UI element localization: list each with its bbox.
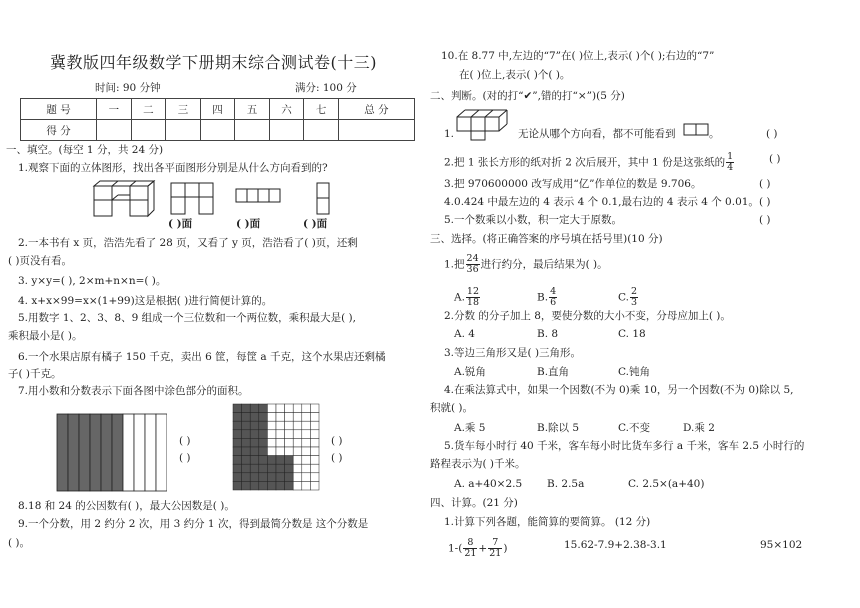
fraction-one-quarter	[726, 152, 734, 173]
choice-4-option-b[interactable]: B.除以 5	[537, 422, 580, 434]
strip-cell	[156, 414, 167, 491]
choice-1-option-a[interactable]	[454, 287, 481, 308]
grid-cell	[302, 464, 311, 473]
option-label: B.	[537, 291, 549, 304]
grid-cell	[285, 413, 294, 422]
expr-part: 1-(	[448, 542, 463, 555]
grid-cell	[233, 413, 242, 422]
grid-decimal-blank[interactable]: ( )	[331, 435, 343, 447]
fraction-24-36	[466, 254, 480, 275]
grid-cell	[259, 430, 268, 439]
grid-cell	[310, 447, 319, 456]
plane-figure-2	[235, 188, 281, 204]
grid-cell	[293, 456, 302, 465]
score-row-label: 得 分	[21, 120, 97, 141]
grid-cell	[267, 464, 276, 473]
grid-cell	[310, 438, 319, 447]
choice-5-option-a[interactable]: A. a+40×2.5	[454, 478, 523, 490]
judge-4-answer[interactable]: ( )	[759, 196, 771, 208]
grid-cell	[259, 413, 268, 422]
denominator: 3	[631, 297, 638, 308]
grid-cell	[310, 481, 319, 490]
view-blank-3[interactable]: ( )面	[303, 218, 328, 230]
grid-cell	[250, 413, 259, 422]
choice-4-option-c[interactable]: C.不变	[618, 422, 650, 434]
grid-cell	[302, 481, 311, 490]
choice-2-option-b[interactable]: B. 8	[537, 328, 559, 340]
grid-cell	[302, 413, 311, 422]
grid-cell	[276, 464, 285, 473]
plane-figure-1	[170, 182, 214, 216]
question-1-5a: 5.用数字 1、2、3、8、9 组成一个三位数和一个两位数，乘积最大是( ),	[18, 312, 356, 324]
grid-cell	[242, 421, 251, 430]
grid-cell	[276, 430, 285, 439]
numerator: 7	[488, 538, 502, 549]
grid-cell	[293, 413, 302, 422]
score-input-cell[interactable]	[235, 120, 270, 141]
question-1-6b: 子( )千克。	[8, 368, 62, 380]
score-cell: 六	[269, 99, 304, 120]
grid-cell	[250, 404, 259, 413]
grid-cell	[242, 438, 251, 447]
judge-1-number: 1.	[444, 128, 455, 140]
grid-cell	[242, 404, 251, 413]
question-1-10a: 10.在 8.77 中,左边的“7”在( )位上,表示( )个( );右边的“7”	[441, 50, 715, 62]
grid-cell	[250, 481, 259, 490]
grid-cell	[302, 447, 311, 456]
strip-cell	[68, 414, 79, 491]
question-1-3: 3. y×y=( ), 2×m+n×n=( )。	[18, 275, 167, 287]
score-input-cell[interactable]	[338, 120, 414, 141]
judge-2-statement: 2.把 1 张长方形的纸对折 2 次后展开，其中 1 份是这张纸的	[444, 156, 726, 169]
expr-part: )	[503, 542, 508, 555]
strip-decimal-blank[interactable]: ( )	[179, 435, 191, 447]
page-title: 冀教版四年级数学下册期末综合测试卷(十三)	[50, 53, 377, 72]
grid-cell	[285, 473, 294, 482]
numerator: 24	[466, 253, 479, 264]
grid-cell	[293, 464, 302, 473]
judge-5-text: 5.一个数乘以小数，积一定大于原数。	[444, 214, 623, 226]
question-1-10b: 在( )位上,表示( )个( )。	[459, 69, 571, 81]
grid-cell	[259, 473, 268, 482]
grid-cell	[310, 473, 319, 482]
score-cell: 三	[166, 99, 201, 120]
grid-cell	[242, 481, 251, 490]
grid-cell	[267, 438, 276, 447]
question-1-6a: 6.一个水果店原有橘子 150 千克，卖出 6 筐，每筐 a 千克，这个水果店还剩橘	[18, 351, 386, 363]
grid-cell	[250, 456, 259, 465]
option-fraction	[630, 287, 638, 308]
grid-cell	[285, 447, 294, 456]
denominator: 21	[489, 548, 502, 559]
grid-cell	[233, 481, 242, 490]
grid-cell	[302, 473, 311, 482]
fraction-7-21	[488, 538, 502, 559]
view-blank-1[interactable]: ( )面	[168, 218, 193, 230]
score-input-cell[interactable]	[131, 120, 166, 141]
grid-cell	[242, 430, 251, 439]
grid-cell	[310, 421, 319, 430]
choice-5-option-b[interactable]: B. 2.5a	[547, 478, 585, 490]
score-input-cell[interactable]	[97, 120, 132, 141]
grid-cell	[285, 456, 294, 465]
grid-cell	[242, 464, 251, 473]
choice-3-option-a[interactable]: A.锐角	[454, 366, 486, 378]
grid-cell	[259, 404, 268, 413]
denominator: 18	[466, 297, 480, 308]
calc-expr-2: 15.62-7.9+2.38-3.1	[564, 539, 667, 551]
shaded-grid-figure	[232, 403, 320, 491]
grid-cell	[250, 473, 259, 482]
grid-cell	[310, 430, 319, 439]
score-cell: 题 号	[21, 99, 97, 120]
grid-cell	[285, 430, 294, 439]
grid-cell	[233, 447, 242, 456]
grid-cell	[233, 438, 242, 447]
strip-cell	[101, 414, 112, 491]
shaded-strips-figure	[56, 413, 167, 492]
choice-4-text-b: 积就( )。	[430, 402, 474, 414]
grid-cell	[302, 456, 311, 465]
section-4-heading: 四、计算。(21 分)	[430, 497, 518, 509]
grid-cell	[276, 404, 285, 413]
grid-cell	[250, 430, 259, 439]
strip-cell	[123, 414, 134, 491]
numerator: 2	[631, 286, 638, 297]
grid-cell	[267, 404, 276, 413]
grid-cell	[250, 447, 259, 456]
calc-1-instruction: 1.计算下列各题，能简算的要简算。 (12 分)	[444, 516, 651, 528]
judge-3-answer[interactable]: ( )	[759, 178, 771, 190]
grid-cell	[267, 481, 276, 490]
question-1-5b: 乘积最小是( )。	[8, 330, 83, 342]
grid-cell	[267, 456, 276, 465]
grid-cell	[310, 456, 319, 465]
grid-cell	[285, 481, 294, 490]
score-table-header-row	[21, 99, 415, 120]
grid-cell	[259, 438, 268, 447]
option-fraction	[466, 287, 480, 308]
choice-2-option-c[interactable]: C. 18	[618, 328, 646, 340]
denominator: 36	[466, 264, 479, 275]
score-cell: 二	[131, 99, 166, 120]
section-3-heading: 三、选择。(将正确答案的序号填在括号里)(10 分)	[430, 233, 663, 245]
score-cell: 五	[235, 99, 270, 120]
grid-fraction-blank[interactable]: ( )	[331, 452, 343, 464]
section-2-heading: 二、判断。(对的打“✔”,错的打“×”)(5 分)	[430, 90, 625, 102]
grid-cell	[310, 413, 319, 422]
choice-4-option-d[interactable]: D.乘 2	[683, 422, 715, 434]
choice-5-option-c[interactable]: C. 2.5×(a+40)	[628, 478, 705, 490]
choice-5-text-a: 5.货车每小时行 40 千米，客车每小时比货车多行 a 千米，客车 2.5 小时行的	[444, 440, 805, 452]
strip-cell	[90, 414, 101, 491]
grid-cell	[302, 430, 311, 439]
grid-cell	[259, 456, 268, 465]
question-1-9a: 9.一个分数，用 2 约分 2 次，用 3 约分 1 次，得到最简分数是 这个分数是	[18, 518, 369, 530]
option-fraction	[549, 287, 557, 308]
grid-cell	[242, 473, 251, 482]
grid-cell	[259, 464, 268, 473]
grid-cell	[259, 481, 268, 490]
grid-cell	[302, 421, 311, 430]
grid-cell	[242, 447, 251, 456]
grid-cell	[302, 404, 311, 413]
choice-4-option-a[interactable]: A.乘 5	[454, 422, 486, 434]
grid-cell	[233, 430, 242, 439]
choice-1-option-b[interactable]	[537, 287, 558, 308]
score-cell: 总 分	[338, 99, 414, 120]
option-label: C.	[618, 291, 629, 304]
grid-cell	[242, 413, 251, 422]
judge-3-text: 3.把 970600000 改写成用“亿”作单位的数是 9.706。	[444, 178, 702, 190]
view-blank-2[interactable]: ( )面	[236, 218, 261, 230]
grid-cell	[302, 438, 311, 447]
strip-fraction-blank[interactable]: ( )	[179, 452, 191, 464]
question-1-2a: 2.一本书有 x 页，浩浩先看了 28 页，又看了 y 页，浩浩看了( )页，还剩	[18, 237, 358, 249]
score-table-score-row	[21, 120, 415, 141]
expr-part: +	[478, 542, 488, 555]
option-label: A.	[454, 291, 465, 304]
judge-5-answer[interactable]: ( )	[759, 214, 771, 226]
fraction-8-21	[463, 538, 477, 559]
exam-time: 时间: 90 分钟	[95, 82, 161, 94]
judge-4-text: 4.0.424 中最左边的 4 表示 4 个 0.1,最右边的 4 表示 4 个 0.01。	[444, 196, 759, 208]
choice-3-option-c[interactable]: C.钝角	[618, 366, 650, 378]
denominator: 6	[550, 297, 557, 308]
strip-cell	[57, 414, 68, 491]
grid-cell	[250, 421, 259, 430]
grid-cell	[242, 456, 251, 465]
grid-cell	[267, 430, 276, 439]
question-1-7: 7.用小数和分数表示下面各图中涂色部分的面积。	[18, 385, 249, 397]
grid-cell	[276, 413, 285, 422]
score-input-cell[interactable]	[304, 120, 339, 141]
grid-cell	[267, 421, 276, 430]
score-cell: 一	[97, 99, 132, 120]
question-1-8: 8.18 和 24 的公因数有( )，最大公因数是( )。	[18, 500, 235, 512]
grid-cell	[285, 404, 294, 413]
strip-cell	[79, 414, 90, 491]
grid-cell	[233, 464, 242, 473]
strip-cell	[145, 414, 156, 491]
grid-cell	[293, 438, 302, 447]
choice-3-option-b[interactable]: B.直角	[537, 366, 570, 378]
cube-figure	[455, 107, 513, 141]
grid-cell	[310, 404, 319, 413]
grid-cell	[233, 473, 242, 482]
denominator: 21	[464, 548, 477, 559]
score-input-cell[interactable]	[269, 120, 304, 141]
judge-1-answer[interactable]: ( )	[766, 128, 778, 140]
grid-cell	[276, 447, 285, 456]
choice-1-suffix: 进行约分，最后结果为( )。	[480, 258, 608, 271]
judge-1-end: 。	[709, 128, 720, 140]
grid-cell	[259, 421, 268, 430]
choice-1-option-c[interactable]	[618, 287, 639, 308]
grid-cell	[285, 438, 294, 447]
strip-cell	[134, 414, 145, 491]
grid-cell	[293, 447, 302, 456]
grid-cell	[310, 464, 319, 473]
choice-2-option-a[interactable]: A. 4	[454, 328, 475, 340]
choice-3-text: 3.等边三角形又是( )三角形。	[444, 347, 582, 359]
grid-cell	[267, 447, 276, 456]
plane-figure-3	[316, 182, 330, 216]
solid-figure-diagram	[88, 180, 156, 218]
full-score: 满分: 100 分	[295, 82, 357, 94]
judge-2-answer[interactable]: ( )	[769, 153, 781, 165]
score-table	[20, 98, 415, 141]
calc-expr-3: 95×102	[760, 539, 803, 551]
grid-cell	[293, 473, 302, 482]
question-1-4: 4. x+x×99=x×(1+99)这是根据( )进行简便计算的。	[18, 295, 273, 307]
question-1-2b: ( )页没有看。	[8, 255, 73, 267]
question-1-1: 1.观察下面的立体图形，找出各平面图形分别是从什么方向看到的?	[18, 162, 328, 174]
grid-cell	[276, 456, 285, 465]
choice-1-prefix: 1.把	[444, 258, 465, 271]
grid-cell	[293, 430, 302, 439]
two-squares-figure	[683, 123, 709, 136]
score-cell: 七	[304, 99, 339, 120]
grid-cell	[276, 481, 285, 490]
grid-cell	[276, 473, 285, 482]
section-1-heading: 一、填空。(每空 1 分，共 24 分)	[6, 144, 164, 156]
grid-cell	[250, 438, 259, 447]
numerator: 4	[550, 286, 557, 297]
grid-cell	[285, 421, 294, 430]
denominator: 4	[727, 162, 734, 173]
score-input-cell[interactable]	[166, 120, 201, 141]
calc-expr-1	[448, 538, 507, 559]
grid-cell	[293, 481, 302, 490]
choice-1-text	[444, 254, 608, 275]
grid-cell	[293, 404, 302, 413]
numerator: 8	[463, 538, 477, 549]
grid-cell	[293, 421, 302, 430]
grid-cell	[267, 413, 276, 422]
choice-5-text-b: 路程表示为( )千米。	[430, 458, 526, 470]
grid-cell	[250, 464, 259, 473]
grid-cell	[276, 438, 285, 447]
judge-2-text	[444, 152, 735, 173]
choice-2-text: 2.分数 的分子加上 8，要使分数的大小不变，分母应加上( )。	[444, 310, 731, 322]
numerator: 12	[466, 286, 480, 297]
numerator: 1	[727, 151, 734, 162]
grid-cell	[233, 421, 242, 430]
grid-cell	[259, 447, 268, 456]
score-cell: 四	[200, 99, 235, 120]
grid-cell	[267, 473, 276, 482]
judge-1-text: 无论从哪个方向看，都不可能看到	[518, 128, 676, 140]
strip-cell	[112, 414, 123, 491]
choice-4-text-a: 4.在乘法算式中，如果一个因数(不为 0)乘 10，另一个因数(不为 0)除以 5,	[444, 384, 794, 396]
question-1-9b: ( )。	[8, 537, 31, 549]
score-input-cell[interactable]	[200, 120, 235, 141]
grid-cell	[233, 404, 242, 413]
grid-cell	[285, 464, 294, 473]
grid-cell	[276, 421, 285, 430]
grid-cell	[233, 456, 242, 465]
